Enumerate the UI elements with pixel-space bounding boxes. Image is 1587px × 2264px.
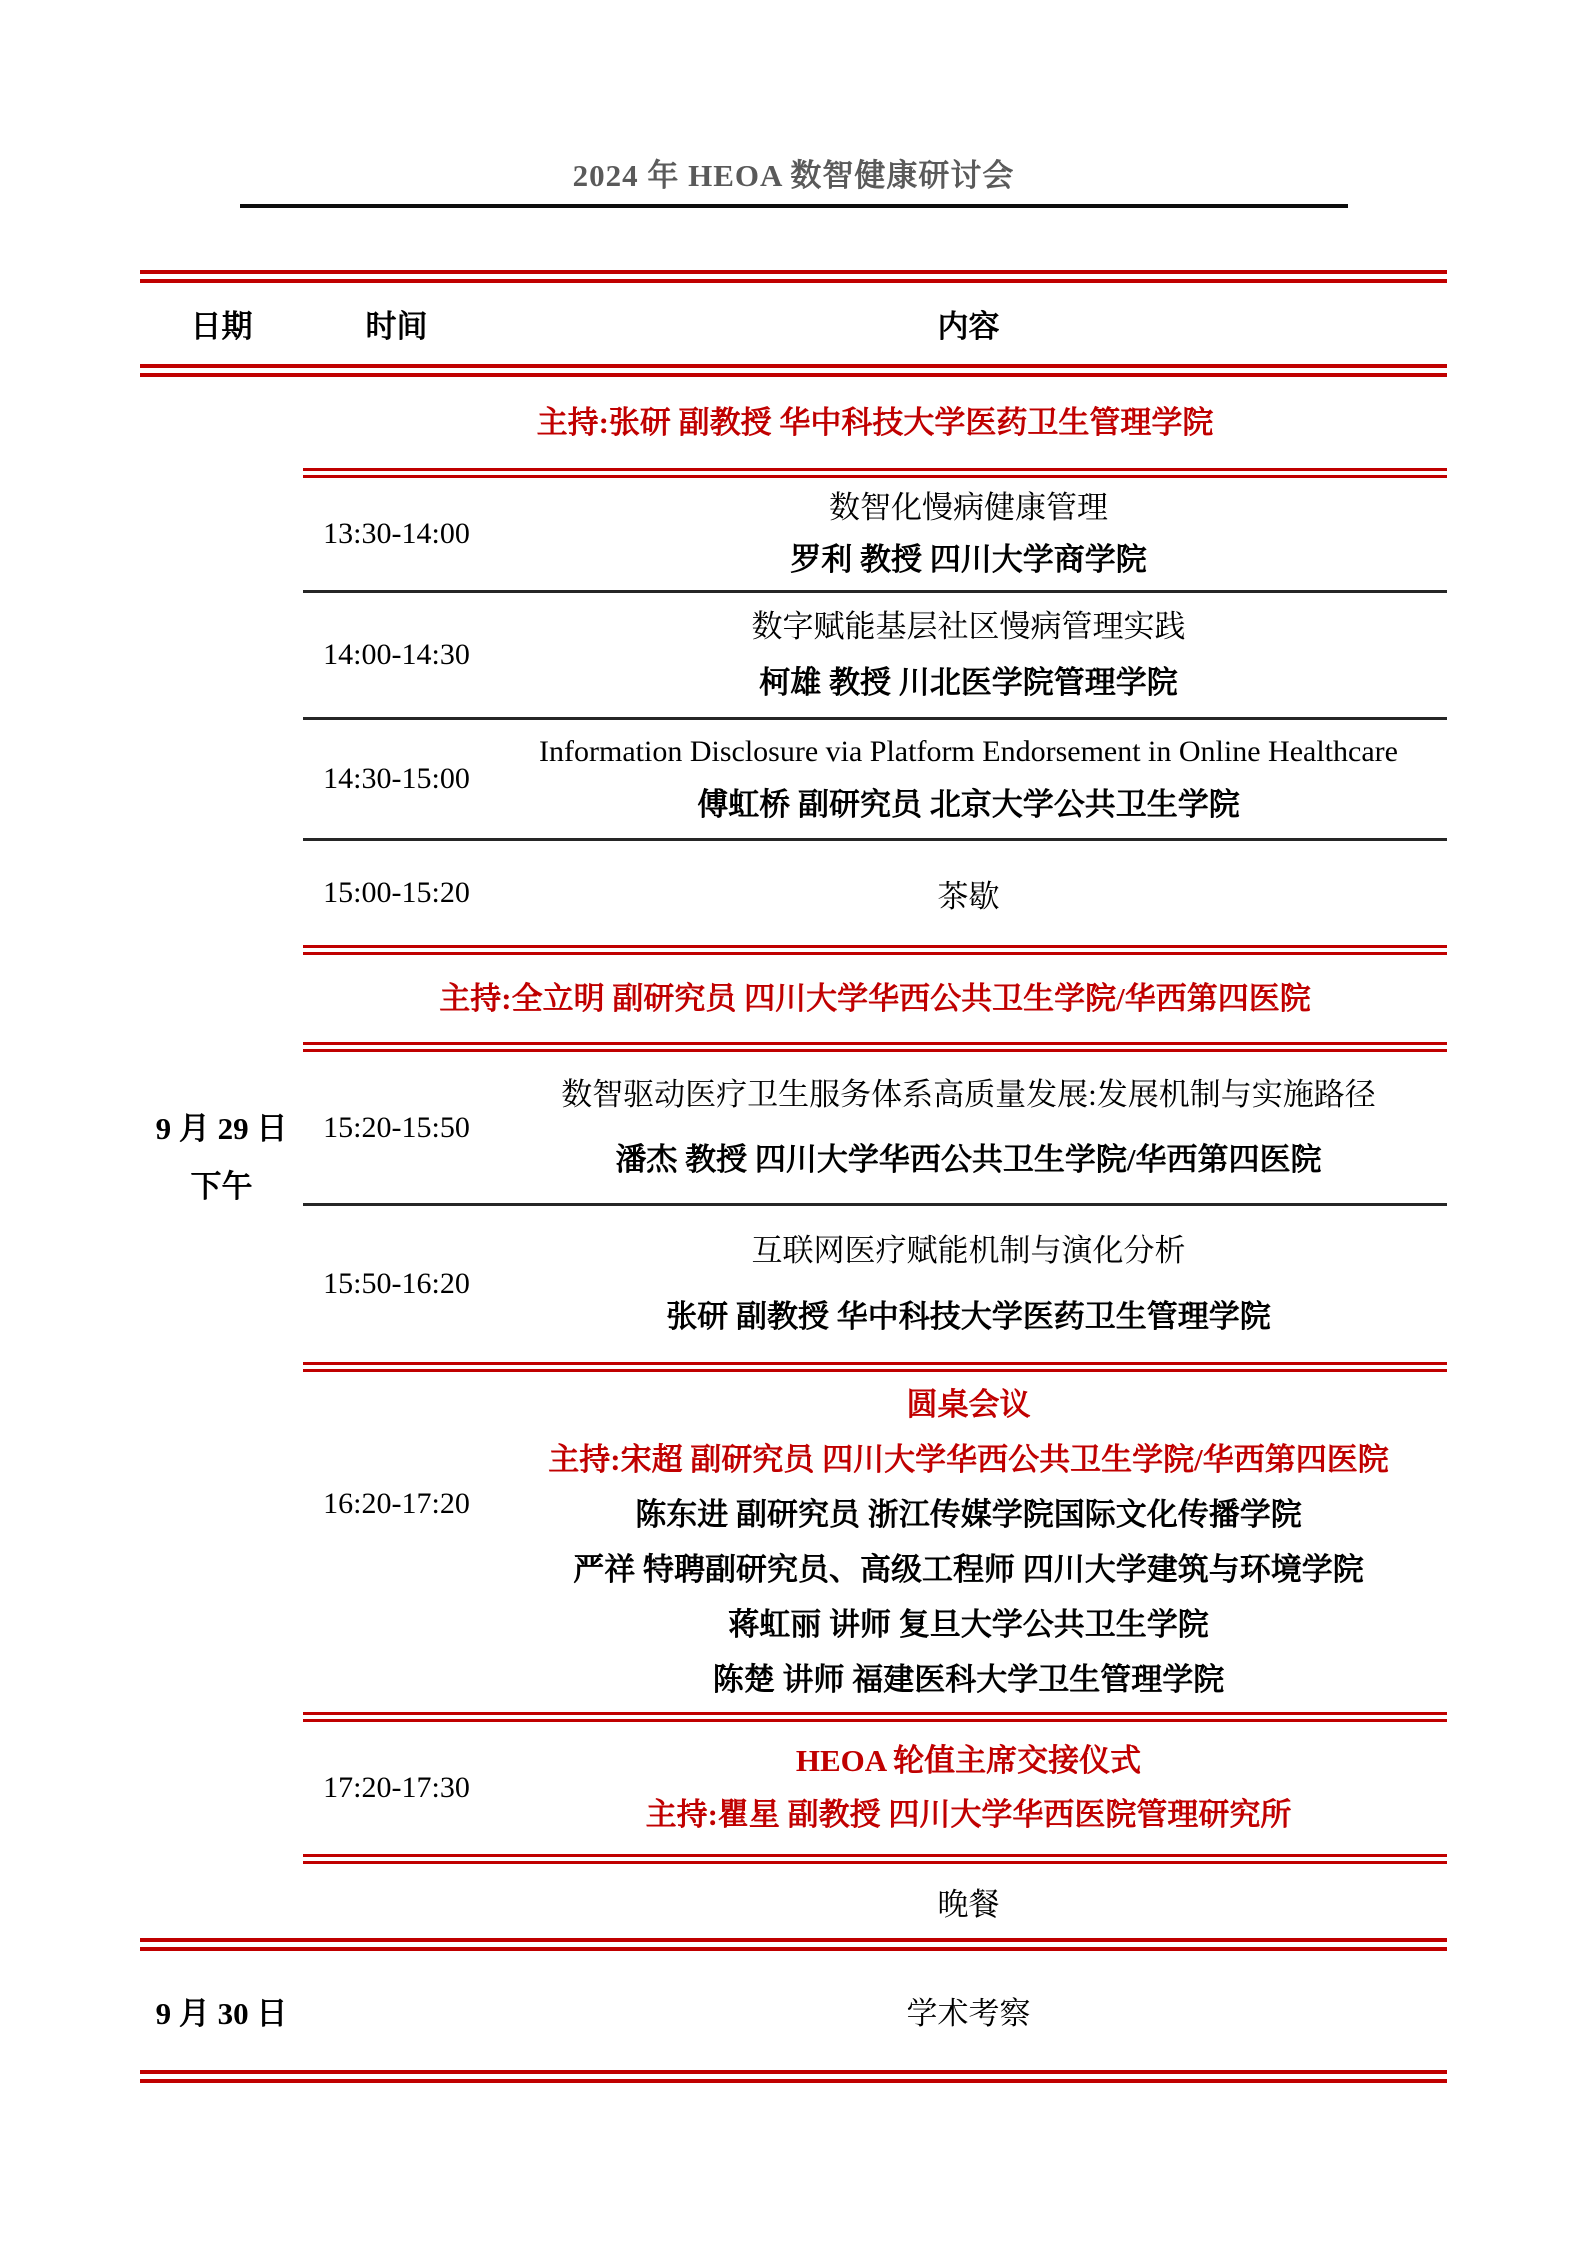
session-2-content	[490, 593, 1447, 717]
separator-red	[303, 1042, 1447, 1052]
separator-red	[303, 1362, 1447, 1372]
session-4-topic: 数智驱动医疗卫生服务体系高质量发展:发展机制与实施路径	[561, 1077, 1376, 1113]
session-2-time: 14:00-14:30	[323, 638, 470, 671]
date-cell-empty	[140, 478, 303, 590]
tea-break-label: 茶歇	[937, 878, 1000, 914]
page-title: 2024 年 HEOA 数智健康研讨会	[572, 158, 1015, 193]
dinner-label: 晚餐	[937, 1886, 1000, 1922]
dinner-row	[140, 1864, 1447, 1938]
tea-break-time: 15:00-15:20	[323, 876, 470, 909]
roundtable-participant: 陈楚 讲师 福建医科大学卫生管理学院	[712, 1662, 1225, 1697]
day1-period: 下午	[190, 1169, 253, 1204]
roundtable-title: 圆桌会议	[906, 1387, 1031, 1422]
session-row-4	[140, 1052, 1447, 1203]
agenda-document	[140, 0, 1447, 2083]
session-1-speaker: 罗利 教授 四川大学商学院	[790, 541, 1147, 577]
session-3-time: 14:30-15:00	[323, 762, 470, 795]
handover-content	[490, 1722, 1447, 1854]
session-5-time: 15:50-16:20	[323, 1267, 470, 1300]
session-1-content	[490, 478, 1447, 590]
session-row-5	[140, 1206, 1447, 1362]
handover-title: HEOA 轮值主席交接仪式	[795, 1743, 1142, 1778]
session-2-speaker: 柯雄 教授 川北医学院管理学院	[759, 664, 1178, 700]
day2-date: 9 月 30 日	[155, 1996, 288, 2031]
handover-row	[140, 1722, 1447, 1854]
roundtable-participant: 蒋虹丽 讲师 复旦大学公共卫生学院	[728, 1607, 1209, 1642]
roundtable-time: 16:20-17:20	[323, 1487, 470, 1520]
title-underline	[240, 204, 1348, 208]
header-bottom-border	[140, 364, 1447, 377]
moderator-2-text: 主持:全立明 副研究员 四川大学华西公共卫生学院/华西第四医院	[439, 980, 1311, 1016]
handover-moderator: 主持:瞿星 副教授 四川大学华西医院管理研究所	[645, 1797, 1292, 1832]
table-header-row	[140, 283, 1447, 364]
separator-red	[303, 468, 1447, 478]
moderator-row-1	[303, 377, 1447, 468]
day2-activity: 学术考察	[906, 1996, 1031, 2031]
session-4-content	[490, 1052, 1447, 1203]
column-header-date: 日期	[190, 309, 253, 344]
roundtable-participant: 严祥 特聘副研究员、高级工程师 四川大学建筑与环境学院	[573, 1552, 1364, 1587]
separator-red	[303, 945, 1447, 955]
table-bottom-border	[140, 2070, 1447, 2083]
tea-break-row	[140, 841, 1447, 945]
day2-row	[140, 1951, 1447, 2070]
session-5-content	[490, 1206, 1447, 1362]
session-2-topic: 数字赋能基层社区慢病管理实践	[751, 609, 1186, 645]
moderator-row-2	[303, 955, 1447, 1042]
session-1-time: 13:30-14:00	[323, 517, 470, 550]
column-header-time: 时间	[365, 309, 428, 344]
day1-date: 9 月 29 日	[155, 1111, 288, 1146]
handover-time: 17:20-17:30	[323, 1771, 470, 1804]
moderator-1-text: 主持:张研 副教授 华中科技大学医药卫生管理学院	[536, 404, 1214, 440]
session-5-topic: 互联网医疗赋能机制与演化分析	[751, 1233, 1186, 1268]
session-5-speaker: 张研 副教授 华中科技大学医药卫生管理学院	[666, 1299, 1271, 1334]
session-1-topic: 数智化慢病健康管理	[829, 490, 1108, 526]
session-4-time: 15:20-15:50	[323, 1110, 470, 1144]
roundtable-participant: 陈东进 副研究员 浙江传媒学院国际文化传播学院	[635, 1497, 1302, 1532]
table-top-border	[140, 270, 1447, 283]
session-3-topic: Information Disclosure via Platform Endorsement in Online Healthcare	[539, 735, 1398, 768]
roundtable-moderator: 主持:宋超 副研究员 四川大学华西公共卫生学院/华西第四医院	[548, 1442, 1389, 1477]
roundtable-content	[490, 1372, 1447, 1712]
session-3-speaker: 傅虹桥 副研究员 北京大学公共卫生学院	[697, 787, 1240, 822]
session-4-speaker: 潘杰 教授 四川大学华西公共卫生学院/华西第四医院	[615, 1141, 1322, 1177]
session-row-2	[140, 593, 1447, 717]
session-row-1	[140, 478, 1447, 590]
session-3-content	[490, 720, 1447, 838]
roundtable-row	[140, 1372, 1447, 1712]
separator-red	[303, 1712, 1447, 1722]
section-border	[140, 1938, 1447, 1951]
column-header-content: 内容	[937, 309, 1000, 344]
session-row-3	[140, 720, 1447, 838]
separator-red	[303, 1854, 1447, 1864]
day1-date-cell	[140, 1100, 303, 1216]
